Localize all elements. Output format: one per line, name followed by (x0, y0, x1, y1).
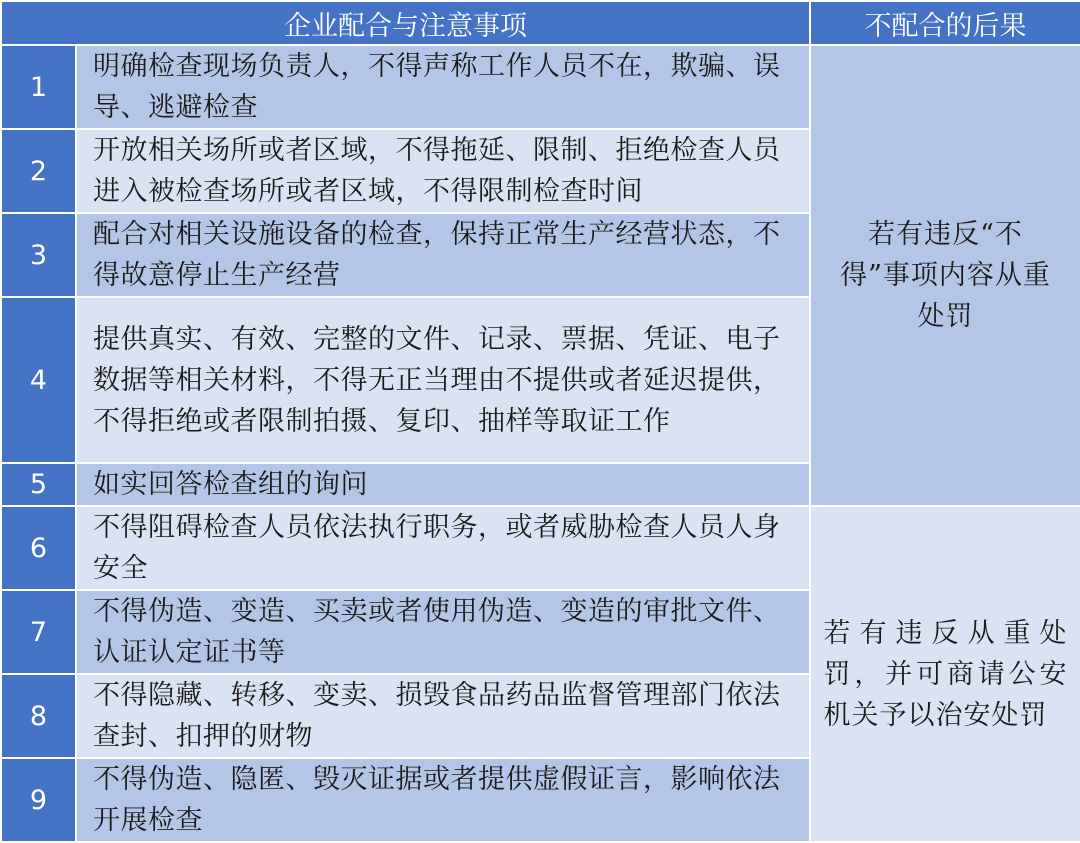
table-row (1, 506, 1080, 590)
row-number: 8 (1, 674, 76, 758)
row-text: 不得伪造、变造、买卖或者使用伪造、变造的审批文件、认证认定证书等 (76, 590, 810, 674)
header-consequence: 不配合的后果 (810, 1, 1080, 45)
row-text: 开放相关场所或者区域，不得拖延、限制、拒绝检查人员进入被检查场所或者区域，不得限制检查时间 (76, 129, 810, 213)
row-number: 7 (1, 590, 76, 674)
row-text: 不得阻碍检查人员依法执行职务，或者威胁检查人员人身安全 (76, 506, 810, 590)
header-items: 企业配合与注意事项 (1, 1, 810, 45)
consequence-group-a (810, 45, 1080, 506)
row-text: 明确检查现场负责人，不得声称工作人员不在，欺骗、误导、逃避检查 (76, 45, 810, 129)
row-text: 如实回答检查组的询问 (76, 463, 810, 506)
consequence-b-text: 若有违反从重处罚，并可商请公安机关予以治安处罚 (823, 617, 1068, 731)
header-row (1, 1, 1080, 45)
row-text: 提供真实、有效、完整的文件、记录、票据、凭证、电子数据等相关材料，不得无正当理由不提供或者延迟提供，不得拒绝或者限制拍摄、复印、抽样等取证工作 (76, 297, 810, 463)
row-number: 9 (1, 758, 76, 842)
row-text: 不得隐藏、转移、变卖、损毁食品药品监督管理部门依法查封、扣押的财物 (76, 674, 810, 758)
row-number: 1 (1, 45, 76, 129)
row-text: 配合对相关设施设备的检查，保持正常生产经营状态，不得故意停止生产经营 (76, 213, 810, 297)
consequence-group-b (810, 506, 1080, 842)
row-number: 3 (1, 213, 76, 297)
row-number: 2 (1, 129, 76, 213)
consequence-a-text: 若有违反“不得”事项内容从重处罚 (840, 219, 1051, 332)
row-number: 5 (1, 463, 76, 506)
row-text: 不得伪造、隐匿、毁灭证据或者提供虚假证言，影响依法开展检查 (76, 758, 810, 842)
row-number: 6 (1, 506, 76, 590)
table-row (1, 45, 1080, 129)
row-number: 4 (1, 297, 76, 463)
